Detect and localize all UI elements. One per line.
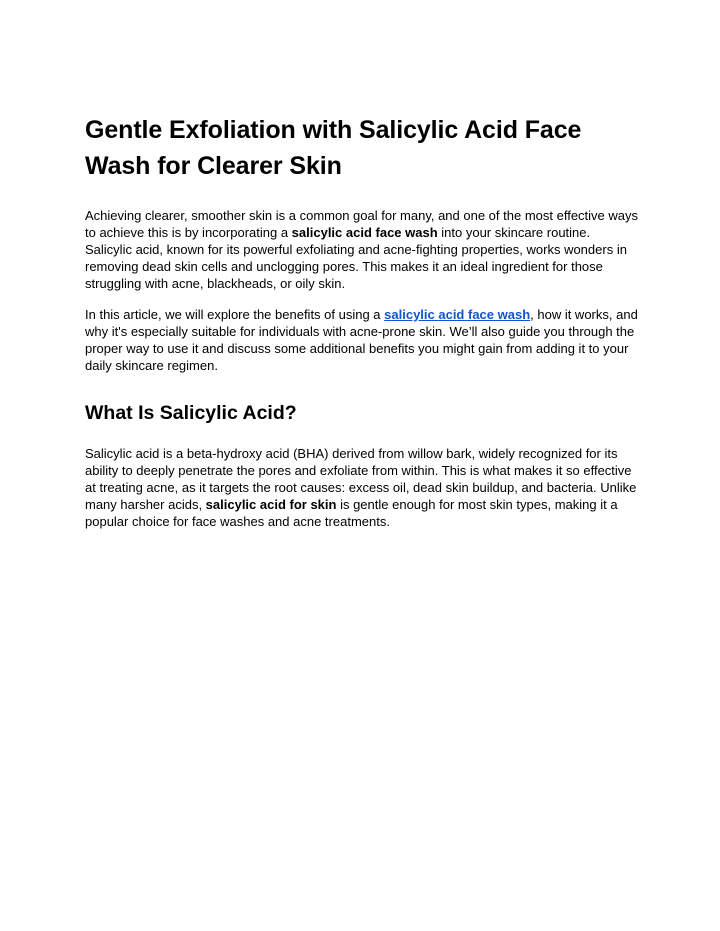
overview-text-end: , how it works, and why it's especially suitable for individuals with acne-prone skin. We’ll also guide you through the proper way to use it and discuss some additional benefits you might gain from adding it to your daily skincare regimen.: [85, 307, 638, 373]
section-text-start: Salicylic acid is a beta-hydroxy acid (BHA) derived from willow bark, widely recognized for its ability to deeply penetrate the pores and exfoliate from within. This is what makes it so effective at treating acne, as it targets the root causes: excess oil, dead skin buildup, and bacteria. Unlike many harsher acids,: [85, 446, 637, 512]
overview-text-start: In this article, we will explore the benefits of using a: [85, 307, 385, 322]
article: [85, 112, 640, 530]
intro-text-start: Achieving clearer, smoother skin is a common goal for many, and one of the most effective ways to achieve this is by incorporating a: [85, 208, 639, 240]
section-keyword: salicylic acid for skin: [205, 497, 337, 512]
section-paragraph: [85, 445, 640, 530]
face-wash-link[interactable]: salicylic acid face wash: [384, 307, 531, 322]
overview-paragraph: [85, 306, 640, 374]
intro-text-end: into your skincare routine. Salicylic acid, known for its powerful exfoliating and acne-fighting properties, works wonders in removing dead skin cells and unclogging pores. This makes it an ideal ingredient for those struggling with acne, blackheads, or oily skin.: [85, 225, 627, 291]
intro-keyword: salicylic acid face wash: [291, 225, 438, 240]
section-text-end: is gentle enough for most skin types, making it a popular choice for face washes and acne treatments.: [85, 497, 618, 529]
section-heading: What Is Salicylic Acid?: [85, 402, 297, 424]
article-title: Gentle Exfoliation with Salicylic Acid Face Wash for Clearer Skin: [85, 116, 582, 180]
intro-paragraph: [85, 207, 640, 292]
